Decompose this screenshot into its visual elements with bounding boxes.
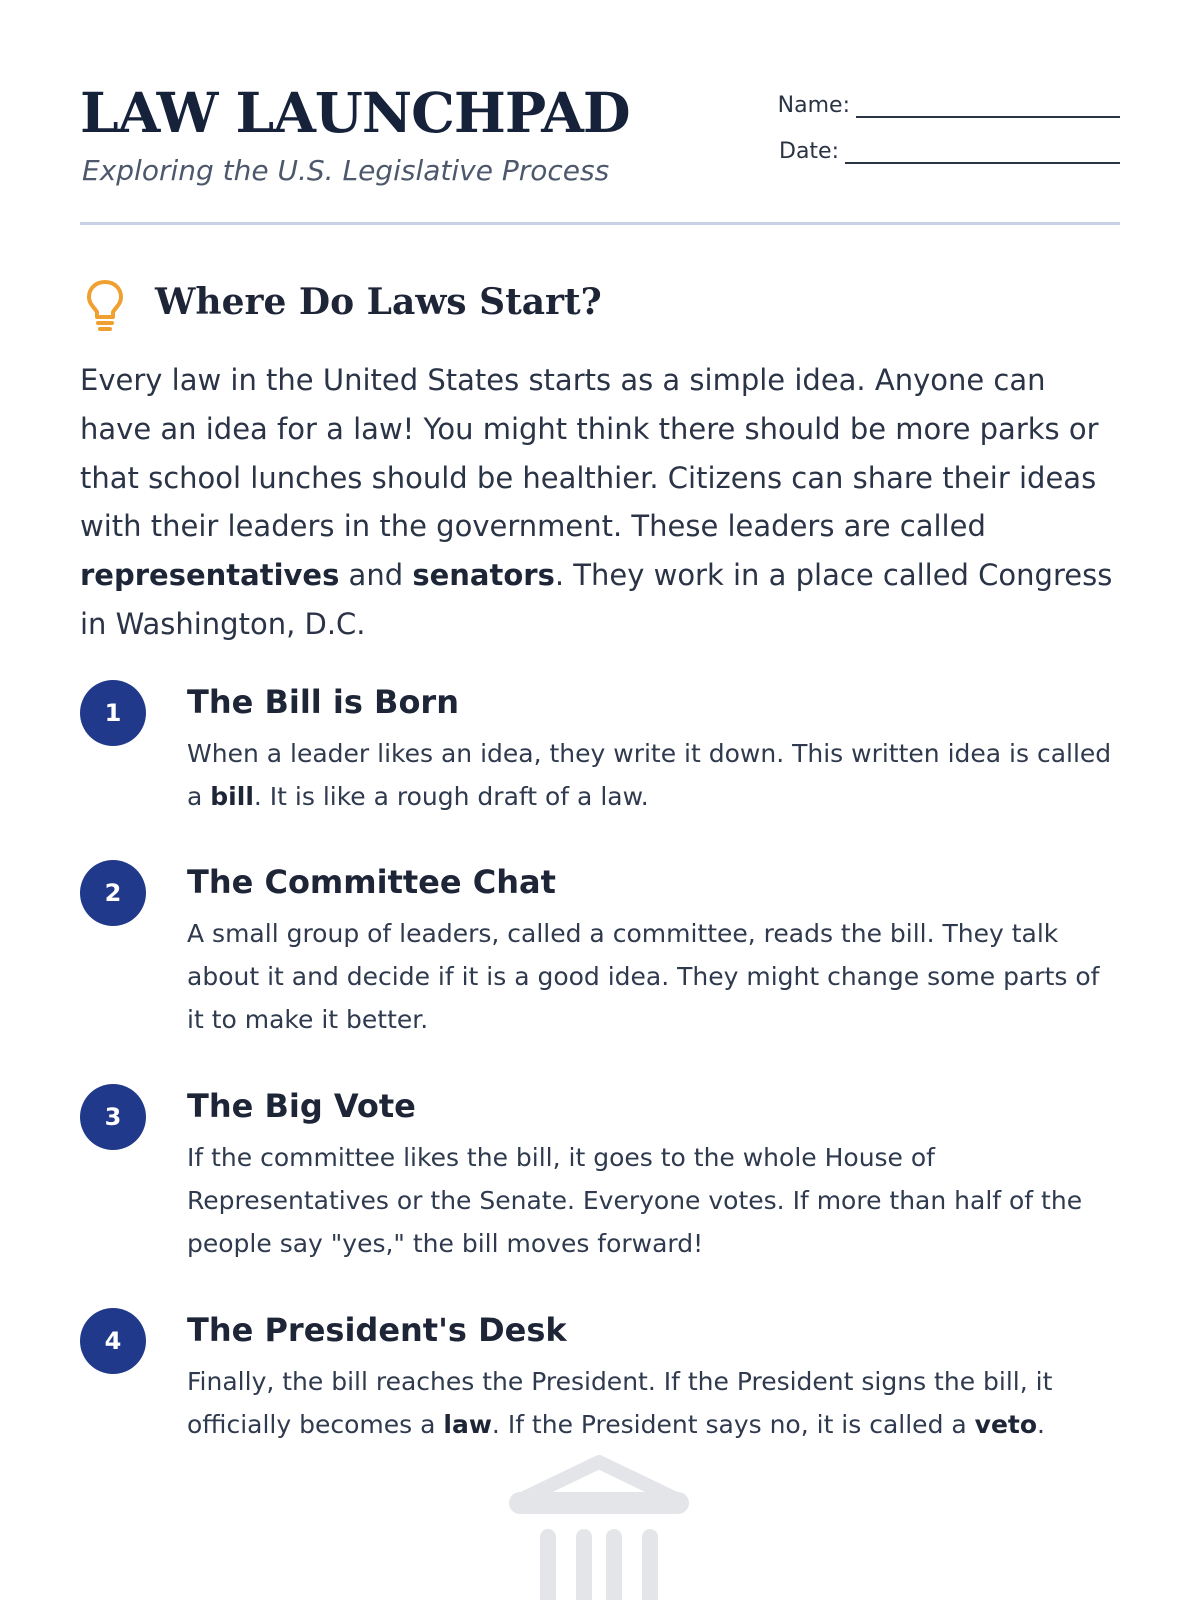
worksheet-page [80,0,1120,1600]
term-veto: veto [974,1410,1038,1439]
worksheet-header [80,80,1120,225]
step-item [80,1084,1120,1308]
term-representatives: representatives [80,558,340,593]
intro-paragraph [80,356,1120,649]
step-text: . [1037,1410,1045,1439]
date-blank[interactable] [845,142,1120,164]
step-number-badge: 4 [80,1308,146,1374]
intro-section-header [80,278,1120,334]
date-row [760,130,1120,164]
step-number-badge: 1 [80,680,146,746]
term-law: law [443,1410,492,1439]
step-item [80,1308,1120,1458]
step-text: . It is like a rough draft of a law. [253,782,649,811]
step-text: . If the President says no, it is called a [491,1410,975,1439]
intro-text: . They work in a place called Congress in Washington, D.C. [80,558,1113,641]
step-title: The Committee Chat [187,863,556,901]
steps-list [80,680,1120,1458]
step-title: The Big Vote [187,1087,416,1125]
section-title: Where Do Laws Start? [155,281,602,323]
step-title: The President's Desk [187,1311,567,1349]
step-description: If the committee likes the bill, it goes to the whole House of Representatives or the Senate. Everyone votes. If more than half of the people say "yes," the bill moves forward! [187,1143,1083,1258]
step-text: Finally, the bill reaches the President. If the President signs the bill, it officially becomes a [187,1367,1053,1439]
student-info [760,84,1120,176]
date-label: Date: [779,139,839,164]
step-description [187,1360,1117,1446]
step-description [187,732,1117,818]
intro-text: Every law in the United States starts as a simple idea. Anyone can have an idea for a law! You might think there should be more parks or that school lunches should be healthier. Citizens can share their ideas with their leaders in the government. These leaders are called [80,363,1099,544]
name-row [760,84,1120,118]
term-bill: bill [210,782,254,811]
step-item [80,680,1120,860]
term-senators: senators [412,558,555,593]
step-number-badge: 2 [80,860,146,926]
lightbulb-icon [84,278,126,332]
step-description: A small group of leaders, called a committee, reads the bill. They talk about it and decide if it is a good idea. They might change some parts of it to make it better. [187,919,1100,1034]
capitol-building-icon [508,1455,690,1600]
step-title: The Bill is Born [187,683,459,721]
worksheet-subtitle: Exploring the U.S. Legislative Process [82,154,610,187]
intro-text: and [339,558,413,593]
step-item [80,860,1120,1084]
name-blank[interactable] [856,96,1120,118]
worksheet-title: LAW LAUNCHPAD [80,80,630,145]
step-number-badge: 3 [80,1084,146,1150]
step-text: When a leader likes an idea, they write it down. This written idea is called a [187,739,1112,811]
name-label: Name: [777,93,850,118]
